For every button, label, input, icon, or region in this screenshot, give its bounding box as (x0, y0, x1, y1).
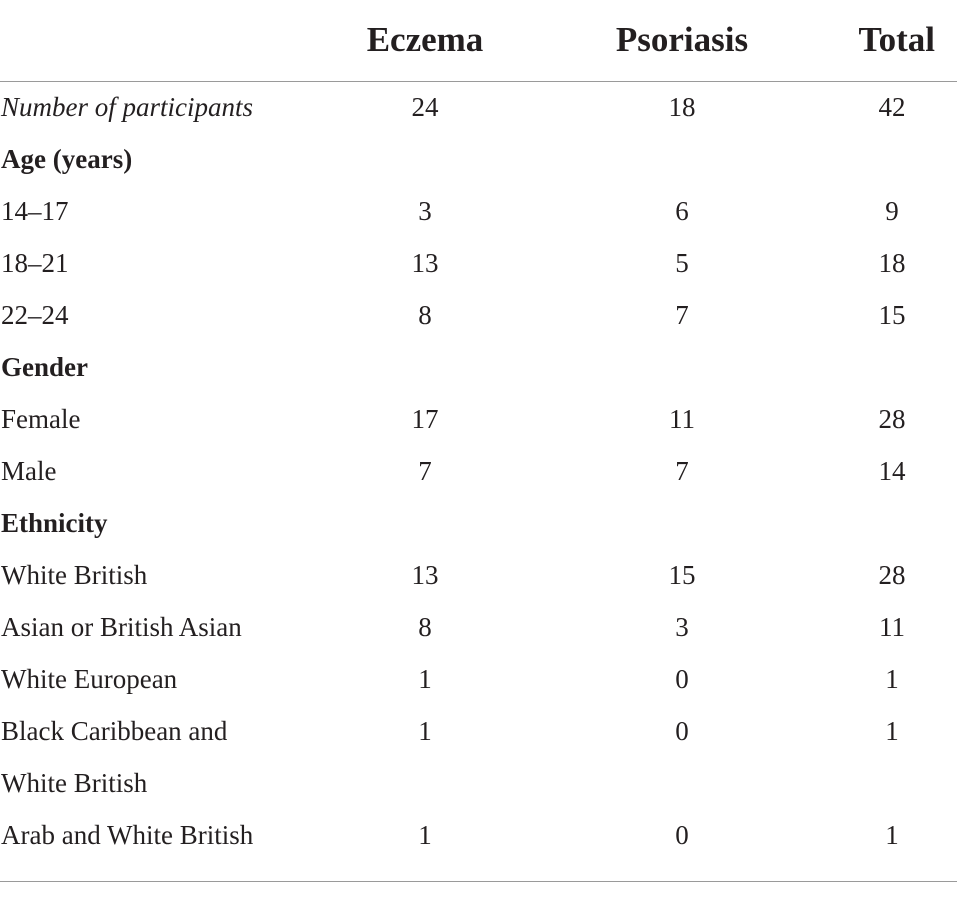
eczema-value: 17 (411, 404, 439, 434)
total-value: 11 (879, 612, 905, 642)
total-value: 9 (885, 196, 899, 226)
section-heading: Ethnicity (1, 508, 108, 538)
row-label: Black Caribbean and (1, 716, 228, 746)
table-row (0, 81, 957, 133)
table-row (0, 185, 957, 237)
row-label: Male (1, 456, 57, 486)
eczema-value: 7 (418, 456, 432, 486)
row-label: 18–21 (1, 248, 69, 278)
table-row (0, 757, 957, 809)
table-row (0, 549, 957, 601)
total-value: 14 (878, 456, 906, 486)
header-psoriasis: Psoriasis (615, 20, 749, 59)
section-heading: Gender (1, 352, 88, 382)
total-value: 18 (878, 248, 906, 278)
table-row (0, 497, 957, 549)
total-value: 1 (885, 716, 899, 746)
table-row (0, 601, 957, 653)
row-label: Asian or British Asian (1, 612, 242, 642)
section-heading: Age (years) (1, 144, 133, 174)
total-value: 1 (885, 664, 899, 694)
table-row (0, 445, 957, 497)
header-eczema: Eczema (366, 20, 484, 59)
eczema-value: 8 (418, 612, 432, 642)
table-row (0, 653, 957, 705)
row-label: 14–17 (1, 196, 69, 226)
psoriasis-value: 7 (675, 300, 689, 330)
eczema-value: 1 (418, 664, 432, 694)
eczema-value: 1 (418, 716, 432, 746)
eczema-value: 8 (418, 300, 432, 330)
psoriasis-value: 0 (675, 716, 689, 746)
total-value: 1 (885, 820, 899, 850)
row-label: White European (1, 664, 178, 694)
eczema-value: 1 (418, 820, 432, 850)
eczema-value: 24 (411, 92, 439, 122)
table-row (0, 705, 957, 757)
total-value: 28 (878, 560, 906, 590)
table-row (0, 289, 957, 341)
total-value: 15 (878, 300, 906, 330)
row-label: Female (1, 404, 81, 434)
psoriasis-value: 15 (668, 560, 696, 590)
psoriasis-value: 18 (668, 92, 696, 122)
total-value: 28 (878, 404, 906, 434)
table-row (0, 393, 957, 445)
psoriasis-value: 3 (675, 612, 689, 642)
row-label: 22–24 (1, 300, 69, 330)
row-label: Number of participants (1, 92, 254, 122)
header-total: Total (858, 20, 935, 59)
table-row (0, 809, 957, 861)
row-label-continuation: White British (1, 768, 148, 798)
table-row (0, 341, 957, 393)
table-bottom-rule (0, 881, 957, 882)
total-value: 42 (878, 92, 906, 122)
psoriasis-value: 6 (675, 196, 689, 226)
table-row (0, 133, 957, 185)
eczema-value: 13 (411, 248, 439, 278)
psoriasis-value: 0 (675, 820, 689, 850)
table-row (0, 237, 957, 289)
eczema-value: 13 (411, 560, 439, 590)
row-label: Arab and White British (1, 820, 254, 850)
eczema-value: 3 (418, 196, 432, 226)
row-label: White British (1, 560, 148, 590)
psoriasis-value: 7 (675, 456, 689, 486)
psoriasis-value: 11 (669, 404, 695, 434)
psoriasis-value: 5 (675, 248, 689, 278)
psoriasis-value: 0 (675, 664, 689, 694)
